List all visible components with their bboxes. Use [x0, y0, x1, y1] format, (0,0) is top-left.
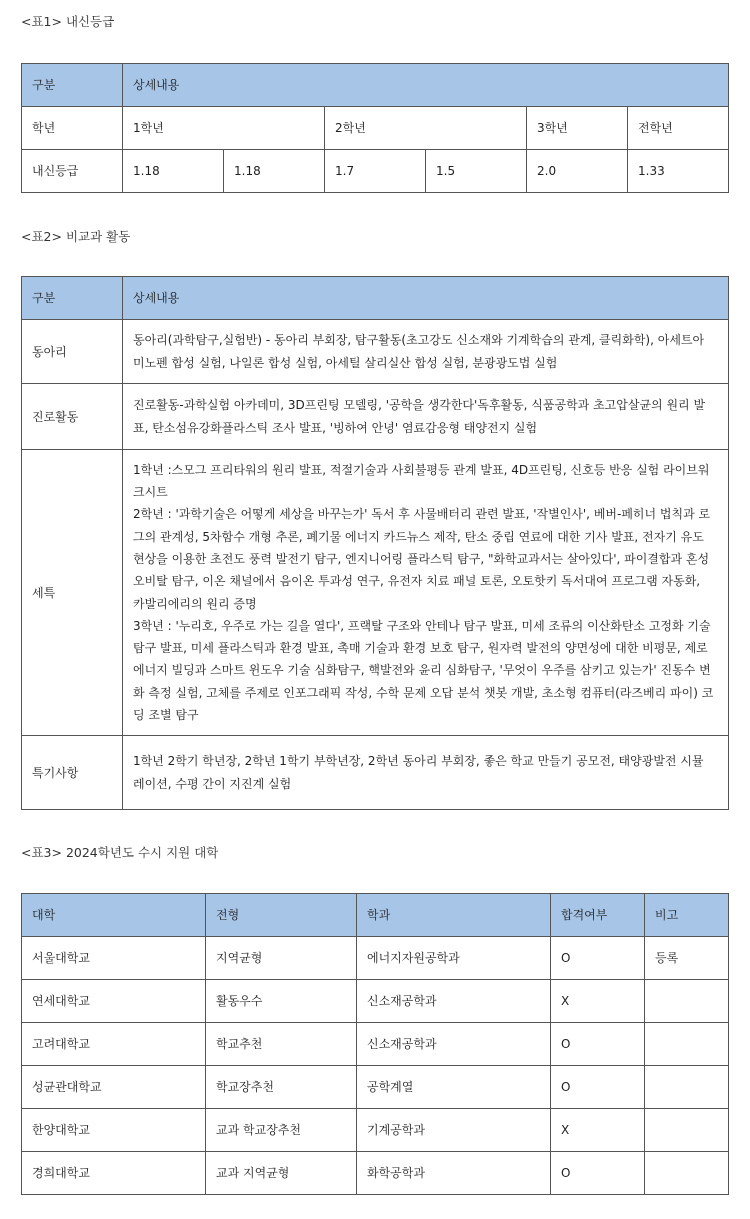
grade-year-3: 3학년 — [527, 107, 628, 150]
admission-type-cell: 활동우수 — [206, 980, 357, 1023]
row-label: 내신등급 — [22, 150, 123, 193]
detail-line: 1학년 2학기 학년장, 2학년 1학기 부학년장, 2학년 동아리 부회장, 좋은 학교 만들기 공모전, 태양광발전 시뮬 — [133, 754, 704, 769]
admission-type-cell: 교과 학교장추천 — [206, 1109, 357, 1152]
header-details: 상세내용 — [123, 64, 729, 107]
detail-line: 오비탈 탐구, 이온 채널에서 음이온 투과성 연구, 유전자 치료 패널 토론, 오토핫키 독서대여 프로그램 자동화, — [133, 574, 701, 589]
remarks-cell: 등록 — [645, 937, 729, 980]
result-cell: X — [551, 1109, 645, 1152]
detail-line: 카발리에리의 원리 증명 — [133, 596, 257, 611]
detail-line: 탐구 발표, 미세 플라스틱과 환경 발표, 촉매 기술과 환경 보호 탐구, 원자력 발전의 양면성에 대한 비평문, 제로 — [133, 641, 708, 656]
result-cell: O — [551, 1152, 645, 1195]
department-cell: 신소재공학과 — [357, 980, 551, 1023]
subject-details — [123, 450, 729, 736]
admission-type-cell: 교과 지역균형 — [206, 1152, 357, 1195]
activities-table — [21, 276, 729, 810]
university-cell: 연세대학교 — [22, 980, 206, 1023]
detail-line: 동아리(과학탐구,실험반) - 동아리 부회장, 탐구활동(초고강도 신소재와 기계학습의 관계, 클릭화학), 아세트아 — [133, 333, 705, 348]
career-details — [123, 384, 729, 450]
detail-line: 현상을 이용한 초전도 풍력 발전기 탐구, 엔지니어링 플라스틱 탐구, "화학교과서는 살아있다', 파이결합과 혼성 — [133, 551, 710, 566]
row-label: 진로활동 — [22, 384, 123, 450]
result-cell: O — [551, 937, 645, 980]
admission-type-cell: 학교장추천 — [206, 1066, 357, 1109]
score-cell: 2.0 — [527, 150, 628, 193]
table1-caption: <표1> 내신등급 — [21, 14, 115, 29]
table3-caption: <표3> 2024학년도 수시 지원 대학 — [21, 845, 219, 860]
university-cell: 한양대학교 — [22, 1109, 206, 1152]
remarks-cell — [645, 1066, 729, 1109]
grade-year-2: 2학년 — [325, 107, 527, 150]
university-cell: 서울대학교 — [22, 937, 206, 980]
detail-line: 그의 관계성, 5차함수 개형 추론, 폐기물 에너지 카드뉴스 제작, 탄소 중립 연료에 대한 기사 발표, 전자기 유도 — [133, 529, 704, 544]
result-cell: O — [551, 1066, 645, 1109]
department-cell: 공학계열 — [357, 1066, 551, 1109]
row-label: 동아리 — [22, 320, 123, 384]
result-cell: X — [551, 980, 645, 1023]
table-row — [22, 1023, 729, 1066]
table-row — [22, 1109, 729, 1152]
detail-line: 2학년 : '과학기술은 어떻게 세상을 바꾸는가' 독서 후 사물배터리 관련 발표, '작별인사', 베버-페히너 법칙과 로 — [133, 507, 711, 522]
table-row — [22, 150, 729, 193]
detail-line: 1학년 :스모그 프리타워의 원리 발표, 적절기술과 사회불평등 관계 발표, 4D프린팅, 신호등 반응 실험 라이브워 — [133, 462, 710, 477]
table-header-row — [22, 277, 729, 320]
table2-caption: <표2> 비교과 활동 — [21, 229, 131, 244]
detail-line: 에너지 빌딩과 스마트 윈도우 기술 심화탐구, 핵발전와 윤리 심화탐구, '무엇이 우주를 삼키고 있는가' 진동수 변 — [133, 663, 711, 678]
grade-all-years: 전학년 — [628, 107, 729, 150]
remarks-cell — [645, 1023, 729, 1066]
admission-type-cell: 학교추천 — [206, 1023, 357, 1066]
score-cell: 1.33 — [628, 150, 729, 193]
row-label: 세특 — [22, 450, 123, 736]
detail-line: 3학년 : '누리호, 우주로 가는 길을 열다', 프랙탈 구조와 안테나 탐구 발표, 미세 조류의 이산화탄소 고정화 기술 — [133, 618, 711, 633]
header-remarks: 비고 — [645, 894, 729, 937]
grade-year-1: 1학년 — [123, 107, 325, 150]
header-admission-type: 전형 — [206, 894, 357, 937]
detail-line: 레이션, 수평 간이 지진계 실험 — [133, 776, 292, 791]
score-cell: 1.7 — [325, 150, 426, 193]
table-row — [22, 980, 729, 1023]
detail-line: 진로활동-과학실험 아카데미, 3D프린팅 모델링, '공학을 생각한다'독후활동, 식품공학과 초고압살균의 원리 발 — [133, 398, 706, 413]
table-row — [22, 384, 729, 450]
detail-line: 화 측정 실험, 고체를 주제로 인포그래픽 작성, 수학 문제 오답 분석 챗봇 개발, 초소형 컴퓨터(라즈베리 파이) 코 — [133, 685, 714, 700]
result-cell: O — [551, 1023, 645, 1066]
table-row — [22, 320, 729, 384]
university-table — [21, 893, 729, 1195]
university-cell: 고려대학교 — [22, 1023, 206, 1066]
table-row — [22, 937, 729, 980]
university-cell: 성균관대학교 — [22, 1066, 206, 1109]
club-details — [123, 320, 729, 384]
university-cell: 경희대학교 — [22, 1152, 206, 1195]
score-cell: 1.18 — [123, 150, 224, 193]
table-row — [22, 450, 729, 736]
score-cell: 1.5 — [426, 150, 527, 193]
table-row — [22, 1152, 729, 1195]
department-cell: 에너지자원공학과 — [357, 937, 551, 980]
table-header-row — [22, 64, 729, 107]
header-category: 구분 — [22, 277, 123, 320]
header-department: 학과 — [357, 894, 551, 937]
header-university: 대학 — [22, 894, 206, 937]
table-header-row — [22, 894, 729, 937]
department-cell: 신소재공학과 — [357, 1023, 551, 1066]
detail-line: 표, 탄소섬유강화플라스틱 조사 발표, '빙하여 안녕' 염료감응형 태양전지 실험 — [133, 420, 538, 435]
row-label: 특기사항 — [22, 736, 123, 810]
detail-line: 미노펜 합성 실험, 나일론 합성 실험, 아세틸 살리실산 합성 실험, 분광광도법 실험 — [133, 355, 558, 370]
detail-line: 크시트 — [133, 485, 168, 500]
header-result: 합격여부 — [551, 894, 645, 937]
remarks-cell — [645, 1109, 729, 1152]
admission-type-cell: 지역균형 — [206, 937, 357, 980]
department-cell: 화학공학과 — [357, 1152, 551, 1195]
remarks-cell — [645, 1152, 729, 1195]
table-row — [22, 736, 729, 810]
detail-line: 딩 조별 탐구 — [133, 707, 199, 722]
score-cell: 1.18 — [224, 150, 325, 193]
department-cell: 기계공학과 — [357, 1109, 551, 1152]
header-details: 상세내용 — [123, 277, 729, 320]
row-label: 학년 — [22, 107, 123, 150]
grade-table — [21, 63, 729, 193]
special-notes-details — [123, 736, 729, 810]
table-row — [22, 1066, 729, 1109]
header-category: 구분 — [22, 64, 123, 107]
remarks-cell — [645, 980, 729, 1023]
table-row — [22, 107, 729, 150]
